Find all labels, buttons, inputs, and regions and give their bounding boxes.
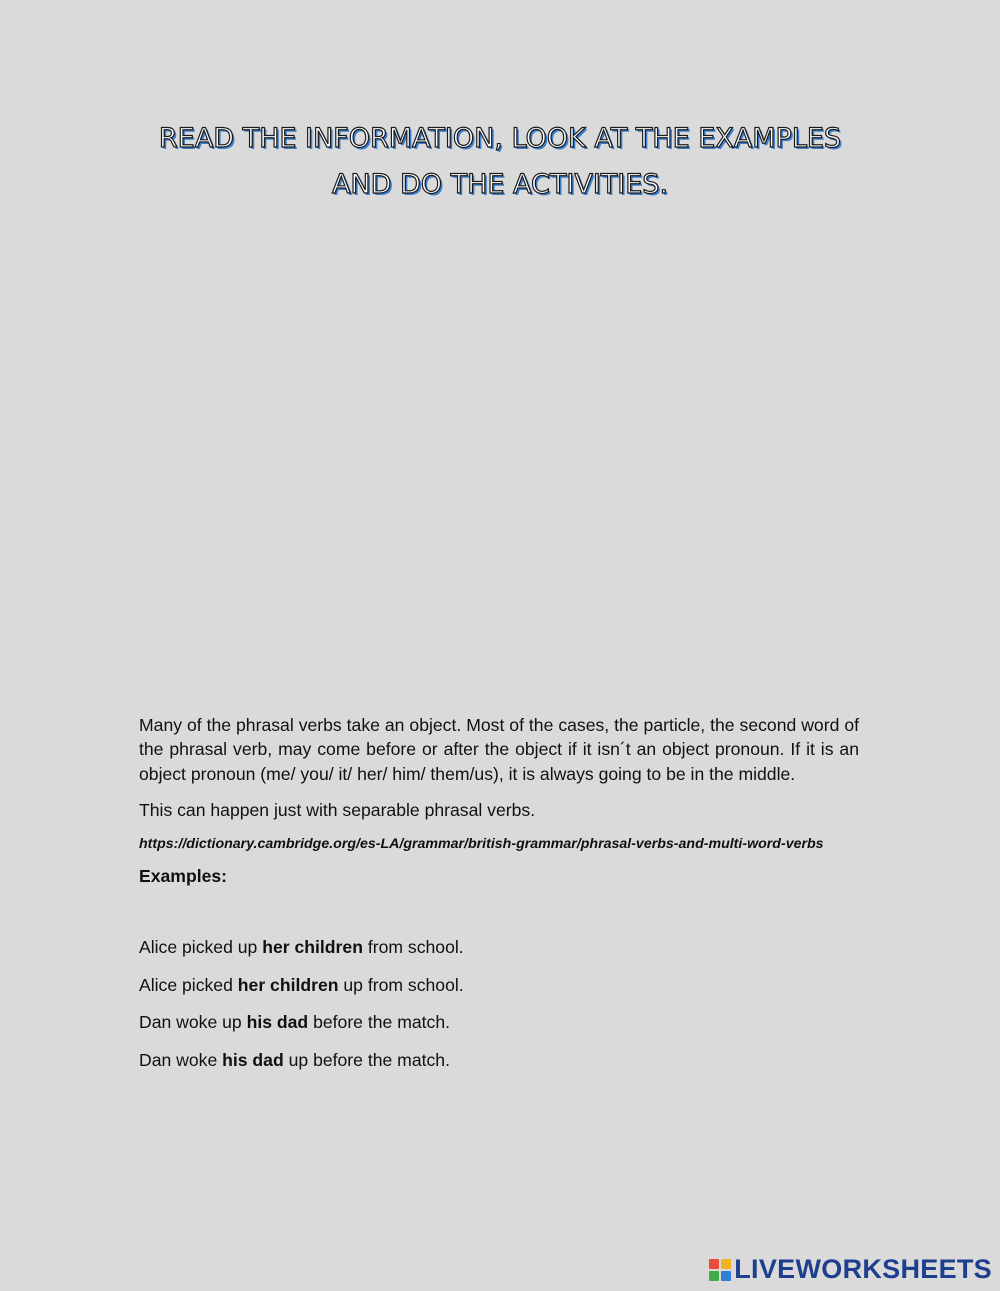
example-sentence (139, 935, 859, 959)
badge-square (721, 1271, 731, 1281)
live-badge-icon (709, 1259, 731, 1281)
source-link[interactable]: https://dictionary.cambridge.org/es-LA/grammar/british-grammar/phrasal-verbs-and-multi-word-verbs (139, 835, 824, 852)
example-sentence (139, 973, 859, 997)
badge-square (721, 1259, 731, 1269)
title-line-2: AND DO THE ACTIVITIES. (331, 169, 669, 200)
badge-square (709, 1271, 719, 1281)
badge-square (709, 1259, 719, 1269)
example-sentence (139, 1048, 859, 1072)
example-object: his dad (222, 1049, 284, 1070)
example-text: Dan woke (139, 1049, 223, 1070)
example-text: Alice picked (139, 974, 238, 995)
example-text: Dan woke up (139, 1012, 247, 1033)
liveworksheets-logo[interactable] (709, 1254, 992, 1285)
example-sentence (139, 1010, 859, 1034)
example-object: his dad (246, 1012, 309, 1033)
example-text: up from school. (338, 974, 464, 995)
examples-list (139, 935, 859, 1072)
examples-heading: Examples: (139, 866, 228, 887)
example-text: before the match. (308, 1012, 450, 1033)
example-object: her children (237, 974, 339, 995)
example-text: Alice picked up (139, 937, 263, 958)
intro-paragraph: Many of the phrasal verbs take an object. Most of the cases, the particle, the second word of the phrasal verb, may come before or after the object if it isn´t an object pronoun. If it is an object pronoun (me/ you/ it/ her/ him/ them/us), it is always going to be in the middle. (139, 715, 859, 784)
note-paragraph: This can happen just with separable phrasal verbs. (139, 800, 536, 821)
page-title (0, 116, 1000, 208)
content (139, 713, 859, 1085)
example-text: from school. (362, 937, 464, 958)
brand-name: LIVEWORKSHEETS (734, 1254, 992, 1284)
example-text: up before the match. (283, 1049, 450, 1070)
example-object: her children (262, 937, 363, 958)
title-line-1: READ THE INFORMATION, LOOK AT THE EXAMPLES (158, 123, 842, 154)
